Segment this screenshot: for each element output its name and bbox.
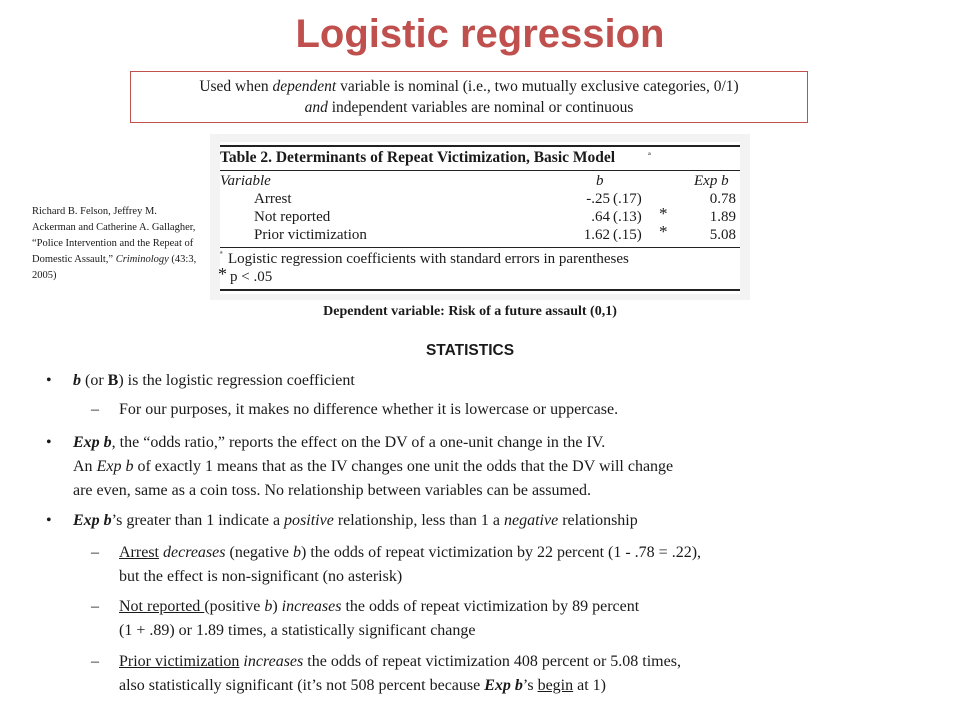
definition-emphasis: and bbox=[304, 99, 328, 116]
sub-bullet-text: ) bbox=[272, 598, 282, 615]
sub-bullet-item bbox=[91, 398, 619, 422]
sub-bullet-text: the odds of repeat victimization 408 percent or 5.08 times, bbox=[303, 653, 681, 670]
table-row-exp-b: 1.89 bbox=[709, 209, 736, 225]
variable-name: Prior victimization bbox=[119, 653, 240, 670]
definition-emphasis: dependent bbox=[272, 78, 337, 95]
sub-bullet-emphasis: decreases bbox=[162, 544, 226, 561]
table-caption-text: Table 2. Determinants of Repeat Victimization, Basic Model bbox=[220, 149, 616, 166]
bullet-text: An bbox=[73, 458, 97, 475]
citation-text: Richard B. Felson, Jeffrey M. Ackerman and Catherine A. Gallagher, “Police Intervention and the Repeat of Domestic Assault,” bbox=[32, 206, 196, 265]
dash-mark: – bbox=[91, 544, 99, 561]
bullet-item bbox=[46, 509, 638, 533]
bullet-term: b bbox=[73, 372, 81, 389]
dash-mark: – bbox=[91, 653, 99, 670]
bullet-text: relationship, less than 1 a bbox=[333, 512, 504, 529]
table-sig-note: p < .05 bbox=[230, 269, 273, 285]
table-row-star: * bbox=[659, 204, 668, 223]
bullet-text: ) is the logistic regression coefficient bbox=[118, 372, 355, 389]
bullet-term: Exp b bbox=[73, 434, 112, 451]
bullet-dot: • bbox=[46, 512, 52, 529]
sub-bullet-text: (positive bbox=[204, 598, 265, 615]
definition-line-2 bbox=[131, 97, 807, 118]
table-row-b: 1.62 bbox=[583, 227, 610, 243]
table-row-se: (.17) bbox=[613, 191, 642, 207]
table-header-variable: Variable bbox=[220, 173, 271, 189]
table-row-star: * bbox=[659, 222, 668, 241]
sub-bullet-text: For our purposes, it makes no difference whether it is lowercase or uppercase. bbox=[119, 401, 619, 418]
statistics-heading: STATISTICS bbox=[425, 342, 515, 359]
sub-bullet-item bbox=[91, 595, 640, 643]
bullet-emphasis: positive bbox=[284, 512, 334, 529]
definition-text: Used when bbox=[199, 78, 273, 95]
sub-bullet-line bbox=[119, 650, 681, 674]
sub-bullet-underlined: begin bbox=[537, 677, 574, 694]
table-note: Logistic regression coefficients with standard errors in parentheses bbox=[228, 251, 629, 267]
bullet-line bbox=[73, 431, 673, 455]
sub-bullet-line bbox=[119, 595, 639, 619]
bullet-text: ’s greater than 1 indicate a bbox=[111, 512, 285, 529]
table-header-b: b bbox=[596, 173, 604, 189]
bullet-dot: • bbox=[46, 434, 52, 451]
bullet-text: relationship bbox=[558, 512, 638, 529]
bullet-line bbox=[73, 479, 673, 503]
sub-bullet-text: also statistically significant (it’s not 508 percent because bbox=[119, 677, 485, 694]
bullet-line bbox=[73, 455, 673, 479]
table-row-name: Prior victimization bbox=[254, 227, 367, 243]
bullet-dot: • bbox=[46, 372, 52, 389]
table-caption-mark: ª bbox=[648, 151, 651, 162]
table-row-b: -.25 bbox=[586, 191, 610, 207]
sub-bullet-emphasis: b bbox=[264, 598, 273, 615]
sub-bullet-line bbox=[119, 565, 701, 589]
bullet-text: , the “odds ratio,” reports the effect on the DV of a one-unit change in the IV. bbox=[111, 434, 606, 451]
sub-bullet-text: (1 + .89) or 1.89 times, a statistically significant change bbox=[119, 622, 476, 639]
dependent-variable-caption: Dependent variable: Risk of a future assault (0,1) bbox=[323, 304, 617, 319]
bullet-term: Exp b bbox=[96, 458, 134, 475]
table-row-se: (.13) bbox=[613, 209, 642, 225]
definition-line-1 bbox=[131, 76, 807, 97]
sub-bullet-text: at 1) bbox=[573, 677, 606, 694]
bullet-text: (or bbox=[81, 372, 108, 389]
sub-bullet-text: (negative bbox=[225, 544, 294, 561]
bullet-text: are even, same as a coin toss. No relationship between variables can be assumed. bbox=[73, 482, 592, 499]
bullet-emphasis: negative bbox=[504, 512, 559, 529]
sub-bullet-text: the odds of repeat victimization by 89 percent bbox=[341, 598, 640, 615]
definition-text: independent variables are nominal or continuous bbox=[327, 99, 634, 116]
table-note-mark: ª bbox=[220, 249, 223, 259]
table-row-exp-b: 0.78 bbox=[709, 191, 736, 207]
definition-text: variable is nominal (i.e., two mutually exclusive categories, 0/1) bbox=[336, 78, 739, 95]
sub-bullet-item bbox=[91, 650, 681, 698]
table-row-b: .64 bbox=[591, 209, 610, 225]
table-row-name: Not reported bbox=[254, 209, 331, 225]
slide-title: Logistic regression bbox=[295, 12, 665, 56]
bullet-item bbox=[46, 369, 355, 393]
variable-name: Arrest bbox=[119, 544, 159, 561]
sub-bullet-line bbox=[119, 674, 681, 698]
sub-bullet-text: but the effect is non-significant (no asterisk) bbox=[119, 568, 403, 585]
table-row-name: Arrest bbox=[254, 191, 292, 207]
sub-bullet-emphasis: increases bbox=[243, 653, 304, 670]
sub-bullet-text: ’s bbox=[522, 677, 538, 694]
bullet-text: of exactly 1 means that as the IV changes one unit the odds that the DV will change bbox=[133, 458, 674, 475]
sub-bullet-emphasis: b bbox=[293, 544, 302, 561]
table-rule bbox=[220, 247, 740, 248]
sub-bullet-term: Exp b bbox=[484, 677, 523, 694]
table-row-exp-b: 5.08 bbox=[709, 227, 736, 243]
variable-name: Not reported bbox=[119, 598, 205, 615]
definition-box bbox=[130, 71, 808, 123]
citation-journal: Criminology bbox=[115, 254, 169, 265]
citation bbox=[32, 204, 202, 284]
citation-issue: (43:3, 2005) bbox=[32, 254, 197, 281]
table-rule bbox=[220, 170, 740, 171]
sub-bullet-line bbox=[119, 619, 639, 643]
sub-bullet-item bbox=[91, 541, 702, 589]
bullet-term: B bbox=[107, 372, 119, 389]
dash-mark: – bbox=[91, 598, 99, 615]
table-header-exp-b: Exp b bbox=[694, 173, 729, 189]
regression-table bbox=[210, 134, 750, 300]
sub-bullet-line bbox=[119, 541, 701, 565]
dash-mark: – bbox=[91, 401, 99, 418]
bullet-item bbox=[46, 431, 674, 503]
regression-table-body bbox=[220, 142, 740, 294]
table-caption bbox=[220, 149, 615, 166]
table-row-se: (.15) bbox=[613, 227, 642, 243]
table-rule bbox=[220, 289, 740, 291]
sub-bullet-emphasis: increases bbox=[281, 598, 342, 615]
bullet-term: Exp b bbox=[73, 512, 112, 529]
sub-bullet-text: ) the odds of repeat victimization by 22 percent (1 - .78 = .22), bbox=[301, 544, 702, 561]
table-sig-star: * bbox=[218, 264, 227, 284]
table-rule bbox=[220, 145, 740, 147]
